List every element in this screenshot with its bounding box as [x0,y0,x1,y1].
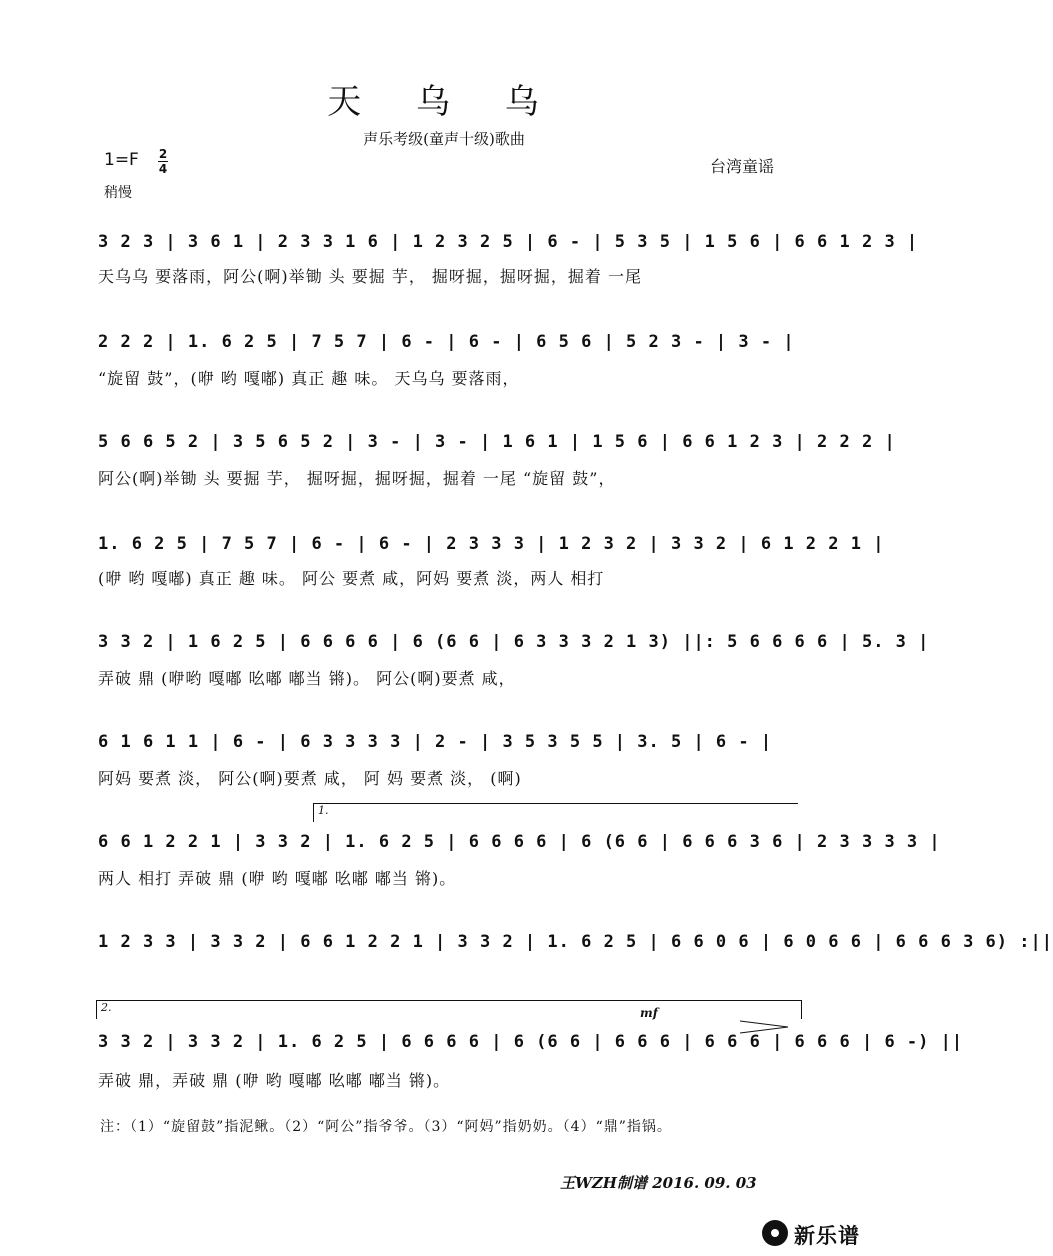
first-ending-bracket: 1. [313,803,798,822]
song-subtitle: 声乐考级(童声十级)歌曲 [363,130,525,148]
tempo-marking: 稍慢 [104,185,132,201]
dynamic-marking: mf [640,1006,658,1020]
lyric-line-1: 天乌乌 要落雨，阿公(啊)举锄 头 要掘 芋， 掘呀掘，掘呀掘，掘着 一尾 [98,267,643,286]
notation-line-8: 1 2 3 3 | 3 3 2 | 6 6 1 2 2 1 | 3 3 2 | 1. 6 2 5 | 6 6 0 6 | 6 0 6 6 | 6 6 6 3 6) :|| [98,932,1053,952]
notation-line-6: 6 1 6 1 1 | 6 - | 6 3 3 3 3 | 2 - | 3 5 3 5 5 | 3. 5 | 6 - | [98,732,773,752]
notation-line-3: 5 6 6 5 2 | 3 5 6 5 2 | 3 - | 3 - | 1 6 1 | 1 5 6 | 6 6 1 2 3 | 2 2 2 | [98,432,896,452]
record-disc-icon [762,1220,788,1246]
meter-top: 2 [158,147,168,161]
lyric-line-5: 弄破 鼎 (咿哟 嘎嘟 吆嘟 嘟当 锵)。 阿公(啊)要煮 咸， [98,669,516,688]
time-signature [158,148,168,175]
meter-bottom: 4 [158,162,168,176]
lyric-line-7: 两人 相打 弄破 鼎 (咿 哟 嘎嘟 吆嘟 嘟当 锵)。 [98,869,457,888]
notation-line-2: 2 2 2 | 1. 6 2 5 | 7 5 7 | 6 - | 6 - | 6 5 6 | 5 2 3 - | 3 - | [98,332,795,352]
lyric-line-9: 弄破 鼎，弄破 鼎 (咿 哟 嘎嘟 吆嘟 嘟当 锵)。 [98,1071,451,1090]
site-logo[interactable] [762,1218,882,1252]
notation-line-1: 3 2 3 | 3 6 1 | 2 3 3 1 6 | 1 2 3 2 5 | 6 - | 5 3 5 | 1 5 6 | 6 6 1 2 3 | [98,232,919,252]
lyric-line-4: (咿 哟 嘎嘟) 真正 趣 味。 阿公 要煮 咸，阿妈 要煮 淡，两人 相打 [98,569,605,588]
notation-line-7: 6 6 1 2 2 1 | 3 3 2 | 1. 6 2 5 | 6 6 6 6 | 6 (6 6 | 6 6 6 3 6 | 2 3 3 3 3 | [98,832,941,852]
key-signature: 1=F [104,150,139,170]
logo-text: 新乐谱 [794,1224,860,1248]
lyric-line-2: “旋留 鼓”，(咿 哟 嘎嘟) 真正 趣 味。 天乌乌 要落雨， [98,369,520,388]
transcriber-credit: 王WZH制谱 2016. 09. 03 [560,1174,757,1192]
notation-line-9: 3 3 2 | 3 3 2 | 1. 6 2 5 | 6 6 6 6 | 6 (6 6 | 6 6 6 | 6 6 6 | 6 6 6 | 6 -) || [98,1032,964,1052]
lyric-line-3: 阿公(啊)举锄 头 要掘 芋， 掘呀掘，掘呀掘，掘着 一尾 “旋留 鼓”， [98,469,616,488]
second-ending-bracket: 2. [96,1000,802,1019]
song-origin: 台湾童谣 [710,157,775,176]
song-title: 天 乌 乌 [327,82,561,122]
notation-line-5: 3 3 2 | 1 6 2 5 | 6 6 6 6 | 6 (6 6 | 6 3 3 3 2 1 3) ||: 5 6 6 6 6 | 5. 3 | [98,632,930,652]
lyric-line-6: 阿妈 要煮 淡， 阿公(啊)要煮 咸， 阿 妈 要煮 淡， (啊) [98,769,522,788]
notation-line-4: 1. 6 2 5 | 7 5 7 | 6 - | 6 - | 2 3 3 3 | 1 2 3 2 | 3 3 2 | 6 1 2 2 1 | [98,534,885,554]
footnote: 注：（1）“旋留鼓”指泥鳅。（2）“阿公”指爷爷。（3）“阿妈”指奶奶。（4）“鼎”指锅。 [100,1119,672,1135]
